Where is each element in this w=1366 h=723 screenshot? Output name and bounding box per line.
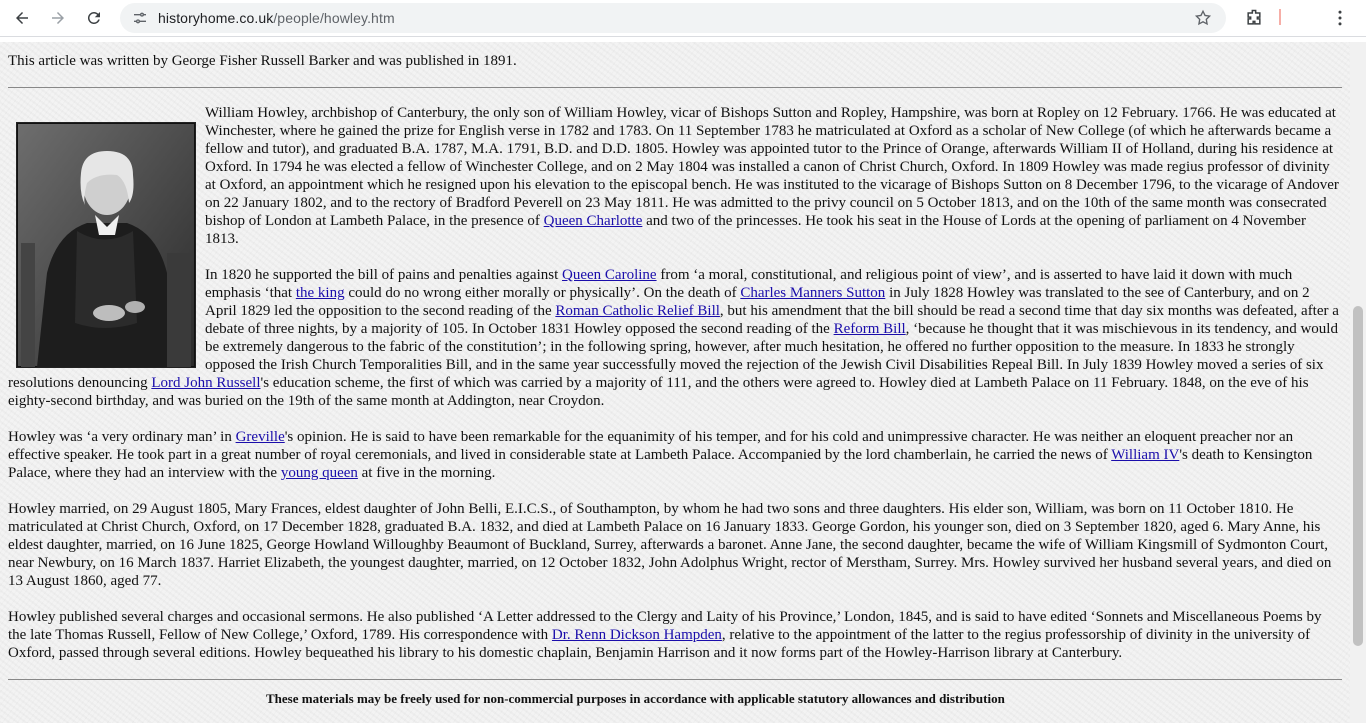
p3-text-3: 's death to Kensington Palace, where they had an interview with the (8, 447, 1313, 481)
more-menu-icon[interactable] (1330, 8, 1350, 28)
back-button[interactable] (8, 4, 36, 32)
link-reform-bill[interactable]: Reform Bill (833, 321, 906, 337)
url-text[interactable] (158, 10, 395, 26)
p1-text-2: and two of the princesses. He took his seat in the House of Lords at the opening of parliament on 4 November 1813. (205, 213, 1306, 247)
p2-text-4: in July 1828 Howley was translated to the see of Canterbury, and on 2 April 1829 led the opposition to the second reading of the (205, 285, 1310, 319)
toolbar-separator (1279, 9, 1281, 25)
page-content (0, 42, 1350, 723)
arrow-right-icon (49, 9, 67, 27)
url-path: /people/howley.htm (273, 10, 395, 26)
forward-button[interactable] (44, 4, 72, 32)
link-queen-caroline[interactable]: Queen Caroline (562, 267, 657, 283)
p2-text-6: , ‘because he thought that it was mischievous in its tendency, and would be extremely dangerous to the fabric of the constitution’; in the following spring, however, after much hesitation, he offered no further opposition to the measure. In 1833 he strongly opposed the Irish Church Temporalities Bill, and in the same year successfully moved the rejection of the Jewish Civil Disabilities Repeal Bill. In July 1839 Howley moved a series of six resolutions denouncing (8, 321, 1338, 391)
copyright-note: These materials may be freely used for non-commercial purposes in accordance with applicable statutory allowances and distribution (266, 691, 1005, 706)
p5-text-1: Howley published several charges and occasional sermons. He also published ‘A Letter addressed to the Clergy and Laity of his Province,’ London, 1845, and is said to have edited ‘Sonnets and Miscellaneous Poems by the late Thomas Russell, Fellow of New College,’ Oxford, 1789. His correspondence with (8, 609, 1322, 643)
link-the-king[interactable]: the king (295, 285, 345, 301)
vertical-scrollbar[interactable] (1350, 42, 1366, 723)
url-host: historyhome.co.uk (158, 10, 274, 26)
paragraph-1 (8, 104, 1342, 248)
link-lord-john-russell[interactable]: Lord John Russell (151, 375, 261, 391)
portrait-engraving (17, 123, 195, 367)
footer-divider (8, 679, 1342, 680)
paragraph-5 (8, 608, 1342, 662)
browser-toolbar (0, 0, 1366, 37)
paragraph-3 (8, 428, 1342, 482)
site-info-icon[interactable] (132, 10, 148, 26)
article-body (0, 104, 1350, 662)
portrait-image (16, 122, 196, 368)
link-greville[interactable]: Greville (235, 429, 285, 445)
link-charles-manners-sutton[interactable]: Charles Manners Sutton (740, 285, 886, 301)
bookmark-star-icon[interactable] (1194, 9, 1212, 27)
link-young-queen[interactable]: young queen (280, 465, 358, 481)
link-roman-catholic-relief-bill[interactable]: Roman Catholic Relief Bill (555, 303, 720, 319)
reload-button[interactable] (80, 4, 108, 32)
link-queen-charlotte[interactable]: Queen Charlotte (543, 213, 643, 229)
p2-text-5: , but his amendment that the bill should be read a second time that day six months was defeated, after a debate of three nights, by a majority of 105. In October 1831 Howley opposed the second reading of the (205, 303, 1339, 337)
paragraph-2 (8, 266, 1342, 410)
p3-text-1: Howley was ‘a very ordinary man’ in (8, 429, 236, 445)
p3-text-2: 's opinion. He is said to have been remarkable for the equanimity of his temper, and for his cold and unimpressive character. He was neither an eloquent preacher nor an effective speaker. He took part in a great number of royal ceremonials, and lived in considerable state at Lambeth Palace. Accompanied by the lord chamberlain, he carried the news of (8, 429, 1294, 463)
link-william-iv[interactable]: William IV (1111, 447, 1180, 463)
article-byline: This article was written by George Fisher Russell Barker and was published in 1891. (8, 53, 517, 69)
p2-text-2: from ‘a moral, constitutional, and religious point of view’, and is asserted to have laid it down with much emphasis ‘that (205, 267, 1293, 301)
arrow-left-icon (13, 9, 31, 27)
divider (8, 87, 1342, 88)
scrollbar-thumb[interactable] (1353, 306, 1363, 646)
p2-text-3: could do no wrong either morally or physically’. On the death of (344, 285, 741, 301)
extensions-icon[interactable] (1244, 8, 1264, 28)
p1-text-1: William Howley, archbishop of Canterbury, the only son of William Howley, vicar of Bishops Sutton and Ropley, Hampshire, was born at Ropley on 12 February. 1766. He was educated at Winchester, where he gained the prize for English verse in 1782 and 1783. On 11 September 1783 he matriculated at Oxford as a scholar of New College (of which he afterwards became a fellow and tutor), and graduated B.A. 1787, M.A. 1791, B.D. and D.D. 1805. Howley was appointed tutor to the Prince of Orange, afterwards William II of Holland, during his residence at Oxford. In 1794 he was elected a fellow of Winchester College, and on 2 May 1804 was installed a canon of Christ Church, Oxford. In 1809 Howley was made regius professor of divinity at Oxford, an appointment which he resigned upon his elevation to the episcopal bench. He was instituted to the vicarage of Bishops Sutton on 8 December 1796, to the vicarage of Andover on 22 January 1802, and to the rectory of Bradford Peverell on 23 May 1811. He was admitted to the privy council on 5 October 1813, and on the 10th of the same month was consecrated bishop of London at Lambeth Palace, in the presence of (205, 105, 1339, 229)
p2-text-1: In 1820 he supported the bill of pains and penalties against (205, 267, 563, 283)
reload-icon (85, 9, 103, 27)
address-bar[interactable] (120, 3, 1226, 33)
p2-text-7: 's education scheme, the first of which was carried by a majority of 111, and the others were agreed to. Howley died at Lambeth Palace on 11 February. 1848, on the eve of his eighty-second birthday, and was buried on the 19th of the same month at Addington, near Croydon. (8, 375, 1309, 409)
p5-text-2: , relative to the appointment of the latter to the regius professorship of divinity in the university of Oxford, passed through several editions. Howley bequeathed his library to his domestic chaplain, Benjamin Harrison and it now forms part of the Howley-Harrison library at Canterbury. (8, 627, 1311, 661)
link-renn-dickson-hampden[interactable]: Dr. Renn Dickson Hampden (551, 627, 722, 643)
p3-text-4: at five in the morning. (357, 465, 496, 481)
paragraph-4: Howley married, on 29 August 1805, Mary Frances, eldest daughter of John Belli, E.I.C.S., of Southampton, by whom he had two sons and three daughters. His elder son, William, was born on 11 October 1810. He matriculated at Christ Church, Oxford, on 17 December 1828, graduated B.A. 1832, and died at Lambeth Palace on 16 January 1833. George Gordon, his younger son, died on 3 September 1820, aged 6. Mary Anne, his eldest daughter, married, on 16 June 1825, George Howland Willoughby Beaumont of Buckland, Surrey, afterwards a baronet. Anne Jane, the second daughter, became the wife of William Kingsmill of Sydmonton Court, near Newbury, on 16 March 1837. Harriet Elizabeth, the youngest daughter, married, on 12 October 1832, John Adolphus Wright, rector of Merstham, Surrey. Mrs. Howley survived her husband several years, and died on 13 August 1860, aged 77. (8, 501, 1332, 589)
